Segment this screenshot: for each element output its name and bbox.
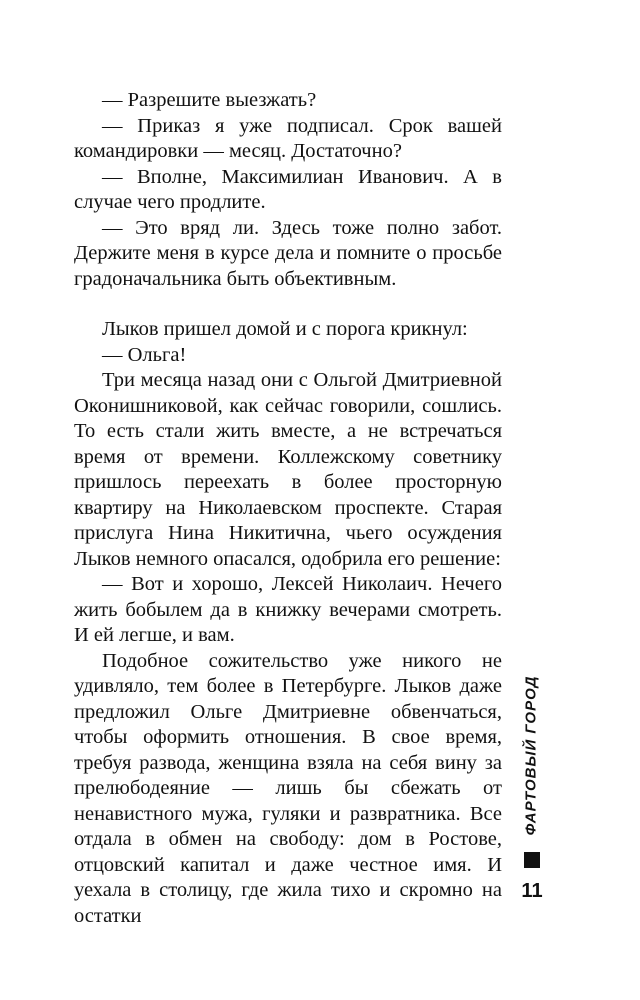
- paragraph-9: Подобное сожительство уже никого не удивляло, тем более в Петербурге. Лыков даже предложил Ольге Дмитриевне обвенчаться, чтобы оформить отношения. В свое время, требуя развода, женщина взяла на себя вину за прелюбодеяние — лишь бы сбежать от ненавистного мужа, гуляки и развратника. Все отдала в обмен на свободу: дом в Ростове, отцовский капитал и даже честное имя. И уехала в столицу, где жила тихо и скромно на остатки: [74, 649, 502, 927]
- square-marker-icon: [524, 852, 540, 868]
- paragraph-5: Лыков пришел домой и с порога крикнул:: [102, 318, 468, 340]
- paragraph-8: — Вот и хорошо, Лексей Николаич. Нечего жить бобылем да в книжку вечерами смотреть. И ей легше, и вам.: [74, 573, 502, 646]
- paragraph-3: — Вполне, Максимилиан Иванович. А в случае чего продлите.: [74, 165, 502, 213]
- running-title: [516, 670, 546, 840]
- running-title-text: ФАРТОВЫЙ ГОРОД: [522, 675, 540, 835]
- paragraph-2: — Приказ я уже подписал. Срок вашей командировки — месяц. Достаточно?: [74, 114, 502, 162]
- paragraph-4: — Это вряд ли. Здесь тоже полно забот. Держите меня в курсе дела и помните о просьбе градоначальника быть объективным.: [74, 216, 502, 290]
- paragraph-7: Три месяца назад они с Ольгой Дмитриевной Оконишниковой, как сейчас говорили, сошлись. То есть стали жить вместе, а не встречаться время от времени. Коллежскому советнику пришлось переехать в более просторную квартиру на Николаевском проспекте. Старая прислуга Нина Никитична, чьего осуждения Лыков немного опасался, одобрила его решение:: [74, 369, 502, 570]
- paragraph-1: — Разрешите выезжать?: [102, 89, 317, 111]
- page-number: 11: [521, 880, 543, 902]
- body-text: [74, 88, 502, 929]
- paragraph-6: — Ольга!: [102, 343, 187, 366]
